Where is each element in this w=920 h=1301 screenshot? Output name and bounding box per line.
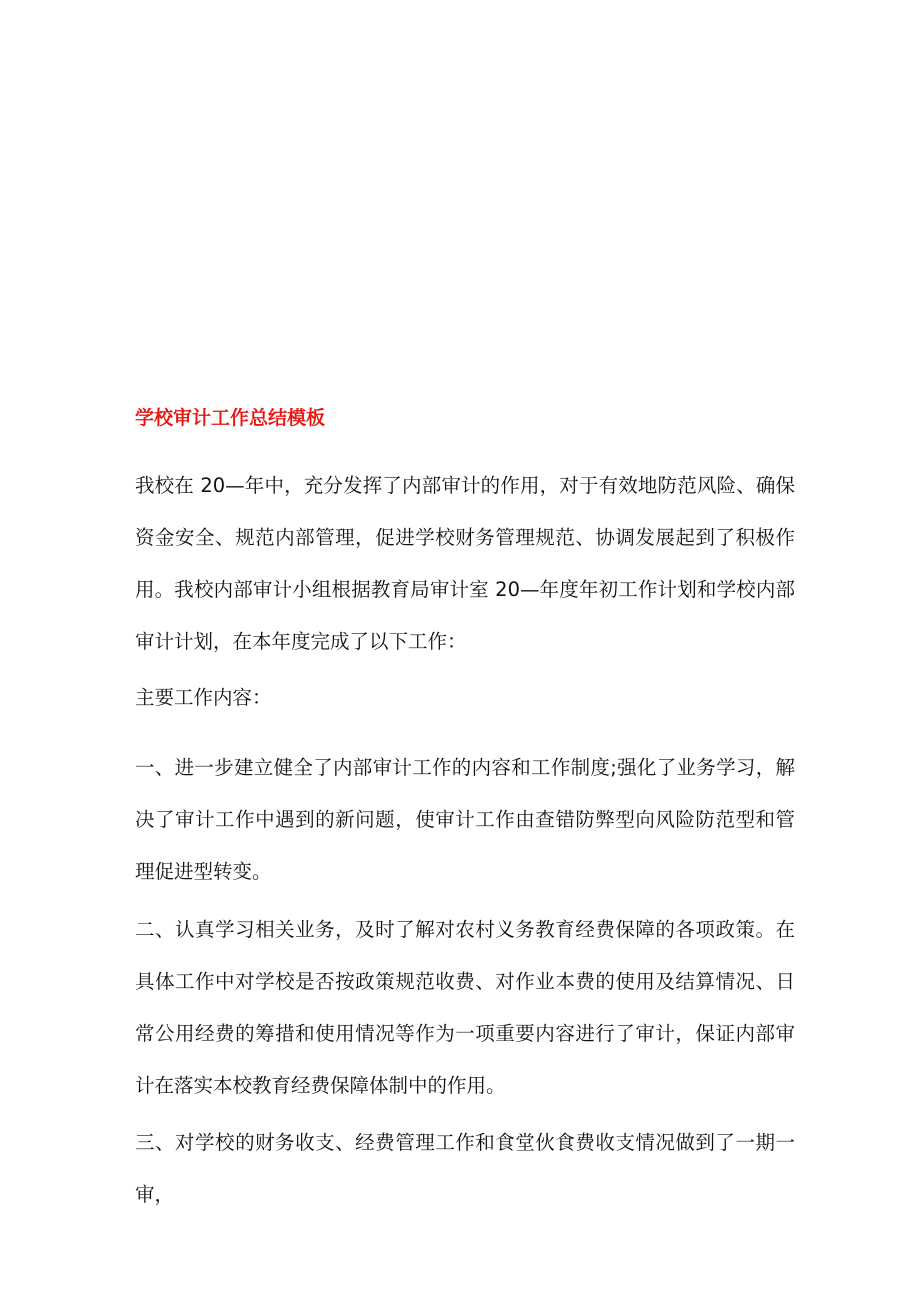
document-title: 学校审计工作总结模板 [135, 407, 326, 429]
paragraph-intro: 我校在 20—年中，充分发挥了内部审计的作用，对于有效地防范风险、确保资金安全、规范内部管理，促进学校财务管理规范、协调发展起到了积极作用。我校内部审计小组根据教育局审计室 20—年度年初工作计划和学校内部审计计划，在本年度完成了以下工作： [135, 474, 795, 653]
paragraph-main-content-heading: 主要工作内容： [135, 686, 272, 709]
paragraph-item-three: 三、对学校的财务收支、经费管理工作和食堂伙食费收支情况做到了一期一审， [135, 1131, 795, 1206]
paragraph-item-one: 一、进一步建立健全了内部审计工作的内容和工作制度;强化了业务学习，解决了审计工作中遇到的新问题，使审计工作由查错防弊型向风险防范型和管理促进型转变。 [135, 756, 795, 883]
paragraph-item-two: 二、认真学习相关业务，及时了解对农村义务教育经费保障的各项政策。在具体工作中对学校是否按政策规范收费、对作业本费的使用及结算情况、日常公用经费的筹措和使用情况等作为一项重要内容进行了审计，保证内部审计在落实本校教育经费保障体制中的作用。 [135, 918, 795, 1097]
